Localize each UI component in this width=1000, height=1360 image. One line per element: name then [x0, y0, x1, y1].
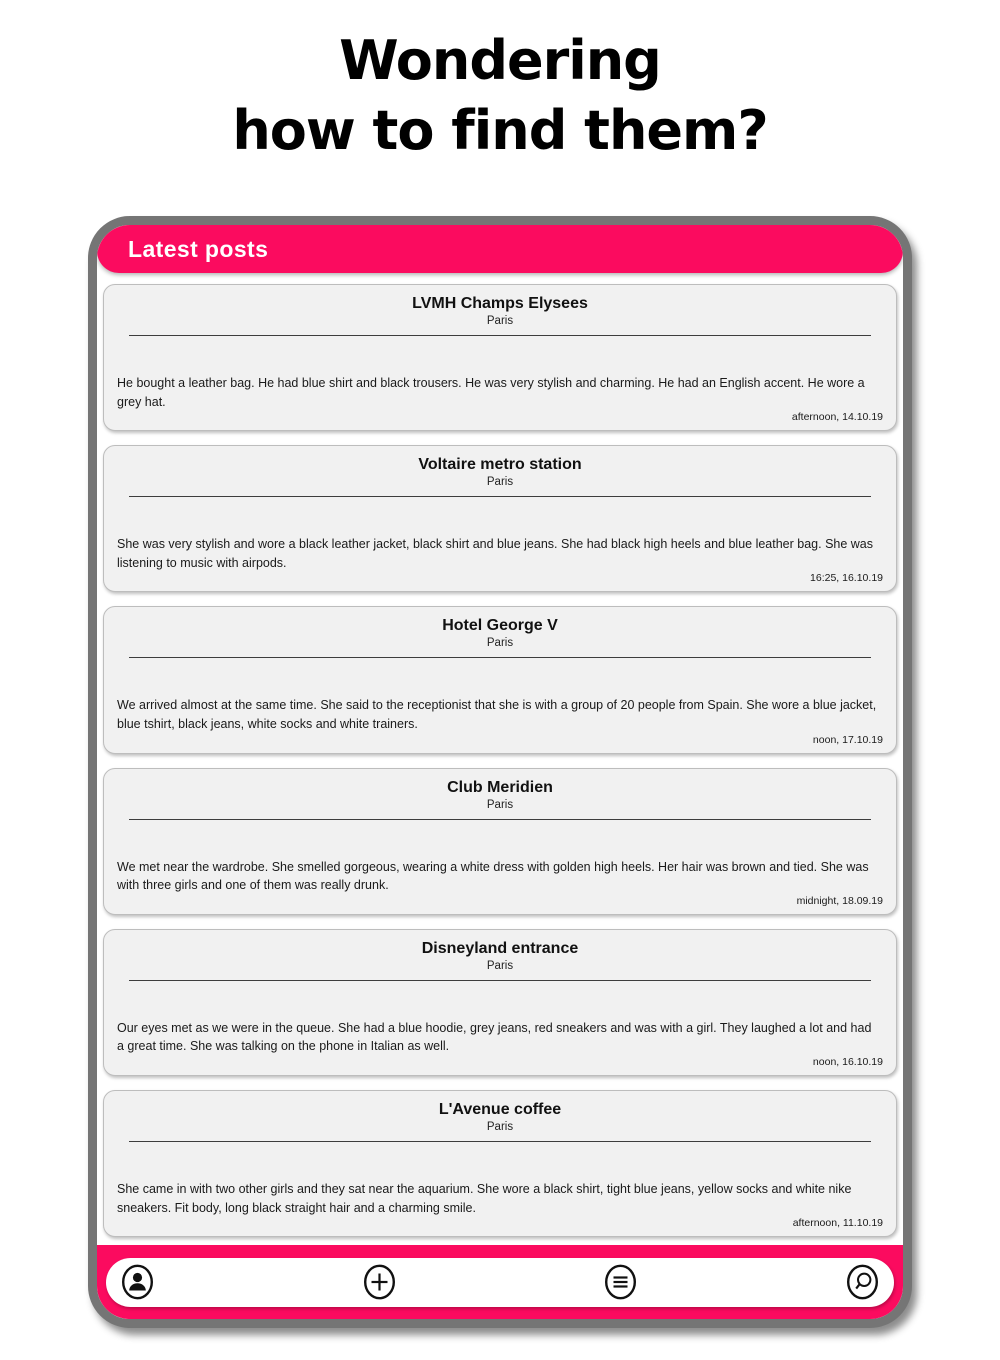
app-frame	[88, 216, 912, 1328]
post-body: She came in with two other girls and they sat near the aquarium. She wore a black shirt, tight blue jeans, yellow socks and white nike sneakers. Fit body, long black straight hair and a charming smile.	[117, 1181, 852, 1215]
post-city: Paris	[486, 476, 514, 489]
bottom-nav-pill	[106, 1258, 894, 1307]
page-headline-line2: how to find them?	[232, 99, 768, 162]
posts-list	[97, 273, 903, 1245]
post-timestamp: afternoon, 14.10.19	[791, 411, 883, 424]
post-body: We met near the wardrobe. She smelled gorgeous, wearing a white dress with golden high heels. Her hair was brown and tied. She was with three girls and one of them was really drunk.	[117, 859, 869, 893]
post-city: Paris	[486, 798, 514, 811]
post-city: Paris	[486, 637, 514, 650]
post-title: LVMH Champs Elysees	[412, 295, 588, 312]
post-card[interactable]	[103, 929, 897, 1076]
post-city: Paris	[486, 959, 514, 972]
post-divider	[129, 1141, 871, 1142]
post-divider	[129, 496, 871, 497]
post-card[interactable]	[103, 768, 897, 915]
post-body: We arrived almost at the same time. She said to the receptionist that she is with a group of 20 people from Spain. She wore a blue jacket, blue tshirt, black jeans, white socks and white trainers.	[117, 698, 877, 732]
post-card[interactable]	[103, 606, 897, 753]
add-icon[interactable]	[363, 1263, 396, 1301]
post-title: Voltaire metro station	[418, 456, 582, 474]
post-divider	[129, 980, 871, 981]
post-divider	[129, 335, 871, 336]
menu-icon[interactable]	[604, 1263, 637, 1301]
page-headline-line1: Wondering	[339, 29, 661, 92]
page-headline	[0, 26, 1000, 166]
post-timestamp: afternoon, 11.10.19	[792, 1217, 883, 1230]
post-timestamp: noon, 16.10.19	[812, 1055, 883, 1068]
post-city: Paris	[486, 315, 514, 327]
post-body: He bought a leather bag. He had blue shirt and black trousers. He was very stylish and charming. He had an English accent. He wore a grey hat.	[117, 376, 865, 409]
post-timestamp: midnight, 18.09.19	[796, 894, 883, 907]
app-header-title: Latest posts	[128, 235, 269, 262]
post-title: L'Avenue coffee	[438, 1100, 562, 1118]
post-divider	[129, 819, 871, 820]
post-title: Club Meridien	[447, 778, 553, 796]
app-header	[97, 225, 903, 273]
post-title: Hotel George V	[442, 617, 558, 635]
search-icon[interactable]	[846, 1263, 879, 1301]
post-divider	[129, 657, 871, 658]
post-timestamp: 16:25, 16.10.19	[810, 572, 883, 585]
post-body: She was very stylish and wore a black leather jacket, black shirt and blue jeans. She had black high heels and blue leather bag. She was listening to music with airpods.	[117, 537, 874, 570]
post-title: Disneyland entrance	[421, 939, 579, 957]
profile-icon[interactable]	[121, 1263, 154, 1301]
post-card[interactable]	[103, 445, 897, 592]
post-card[interactable]	[103, 1090, 897, 1237]
post-timestamp: noon, 17.10.19	[812, 733, 883, 746]
bottom-nav-bar	[97, 1245, 903, 1319]
post-city: Paris	[486, 1120, 514, 1133]
post-body: Our eyes met as we were in the queue. She had a blue hoodie, grey jeans, red sneakers and was with a girl. They laughed a lot and had a great time. She was talking on the phone in Italian as well.	[117, 1020, 872, 1054]
post-card[interactable]	[103, 284, 897, 431]
